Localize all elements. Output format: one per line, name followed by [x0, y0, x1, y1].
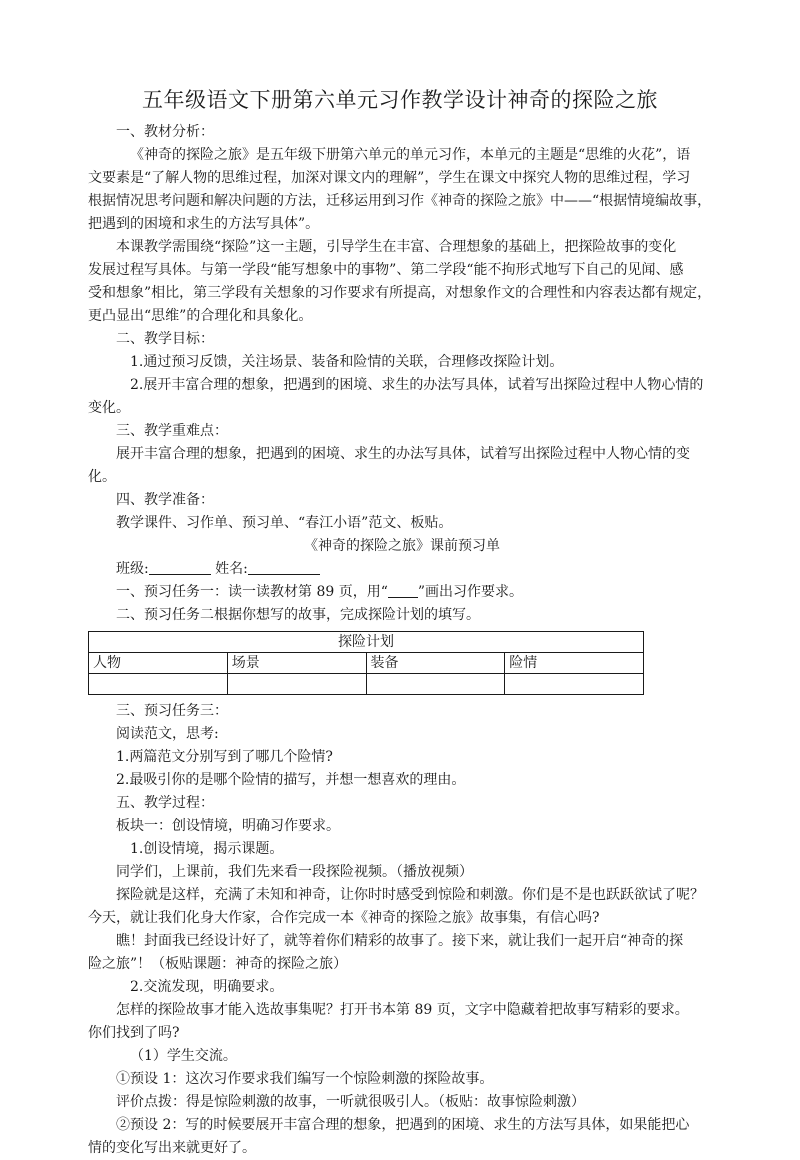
- paragraph-line: 发展过程写具体。与第一学段“能写想象中的事物”、第二学段“能不拘形式地写下自己的见闻、感: [88, 262, 684, 278]
- plan-header-equipment: 装备: [366, 653, 505, 674]
- preview-task-3: 三、预习任务三：: [116, 703, 228, 719]
- paragraph-line: 文要素是“了解人物的思维过程，加深对课文内的理解”，学生在课文中探究人物的思维过程，学习: [88, 170, 691, 186]
- plan-header-danger: 险情: [505, 653, 644, 674]
- paragraph-line: 瞧！封面我已经设计好了，就等着你们精彩的故事了。接下来，就让我们一起开启“神奇的探: [116, 933, 684, 949]
- preview-task-1: [88, 581, 716, 604]
- paragraph-line: 情的变化写出来就更好了。: [88, 1140, 256, 1156]
- question-line: 2.最吸引你的是哪个险情的描写，并想一想喜欢的理由。: [116, 772, 466, 788]
- paragraph-line: 《神奇的探险之旅》是五年级下册第六单元的单元习作，本单元的主题是“思维的火花”，语: [130, 147, 691, 163]
- paragraph-line: 今天，就让我们化身大作家，合作完成一本《神奇的探险之旅》故事集，有信心吗?: [88, 910, 600, 926]
- paragraph-line: 怎样的探险故事才能入选故事集呢？打开书本第 89 页，文字中隐藏着把故事写精彩的要求。: [116, 1002, 689, 1018]
- section-heading-teaching-process: 五、教学过程：: [116, 795, 214, 811]
- task1-text-end: ”画出习作要求。: [417, 584, 524, 600]
- paragraph-line: 同学们，上课前，我们先来看一段探险视频。（播放视频）: [116, 864, 473, 880]
- adventure-plan-table: [88, 631, 644, 695]
- paragraph-line: 2.交流发现，明确要求。: [130, 979, 284, 995]
- paragraph-line: 化。: [88, 469, 116, 485]
- paragraph-line: 你们找到了吗?: [88, 1025, 180, 1041]
- paragraph-line: ①预设 1：这次习作要求我们编写一个惊险刺激的探险故事。: [116, 1071, 494, 1087]
- task1-blank: [388, 581, 418, 598]
- class-name-fields: [88, 558, 716, 581]
- paragraph-line: 变化。: [88, 400, 130, 416]
- question-line: 1.两篇范文分别写到了哪几个险情?: [116, 749, 333, 765]
- page-title: 五年级语文下册第六单元习作教学设计神奇的探险之旅: [142, 88, 658, 112]
- paragraph-line: 2.展开丰富合理的想象，把遇到的困境、求生的办法写具体，试着写出探险过程中人物心情的: [130, 377, 704, 393]
- preview-task-2: 二、预习任务二根据你想写的故事，完成探险计划的填写。: [116, 607, 480, 623]
- name-label: 姓名:: [215, 561, 248, 577]
- worksheet-title: 《神奇的探险之旅》课前预习单: [304, 538, 500, 554]
- paragraph-line: 教学课件、习作单、预习单、“春江小语”范文、板贴。: [116, 515, 453, 531]
- plan-caption: 探险计划: [89, 632, 644, 653]
- section-heading-teaching-goals: 二、教学目标：: [116, 331, 214, 347]
- paragraph-line: 板块一：创设情境，明确习作要求。: [116, 818, 340, 834]
- paragraph-line: 1.通过预习反馈，关注场景、装备和险情的关联，合理修改探险计划。: [130, 354, 564, 370]
- paragraph-line: ②预设 2：写的时候要展开丰富合理的想象，把遇到的困境、求生的方法写具体，如果能把心: [116, 1117, 690, 1133]
- paragraph-line: 阅读范文，思考:: [116, 726, 219, 742]
- paragraph-line: 展开丰富合理的想象，把遇到的困境、求生的办法写具体，试着写出探险过程中人物心情的变: [116, 446, 690, 462]
- paragraph-line: 把遇到的困境和求生的方法写具体”。: [88, 216, 320, 232]
- paragraph-line: （1）学生交流。: [130, 1048, 237, 1064]
- document-body: [88, 121, 716, 1160]
- name-blank: [248, 558, 320, 575]
- section-heading-key-points: 三、教学重难点：: [116, 423, 228, 439]
- class-label: 班级:: [116, 561, 149, 577]
- plan-header-character: 人物: [89, 653, 228, 674]
- plan-header-scene: 场景: [227, 653, 366, 674]
- paragraph-line: 受和想象”相比，第三学段有关想象的习作要求有所提高，对想象作文的合理性和内容表达都有规定，: [88, 285, 712, 301]
- paragraph-line: 探险就是这样，充满了未知和神奇，让你时时感受到惊险和刺激。你们是不是也跃跃欲试了呢？: [116, 887, 704, 903]
- class-blank: [149, 558, 211, 575]
- task1-text-start: 一、预习任务一：读一读教材第 89 页，用“: [116, 584, 388, 600]
- plan-cell-danger: [505, 674, 644, 695]
- paragraph-line: 根据情况思考问题和解决问题的方法，迁移运用到习作《神奇的探险之旅》中——“根据情境编故事，: [88, 193, 712, 209]
- section-heading-preparation: 四、教学准备：: [116, 492, 214, 508]
- plan-cell-character: [89, 674, 228, 695]
- plan-cell-equipment: [366, 674, 505, 695]
- paragraph-line: 评价点拨：得是惊险刺激的故事，一听就很吸引人。（板贴：故事惊险刺激）: [116, 1094, 585, 1110]
- paragraph-line: 本课教学需围绕“探险”这一主题，引导学生在丰富、合理想象的基础上，把探险故事的变化: [116, 239, 677, 255]
- section-heading-textbook-analysis: 一、教材分析：: [116, 124, 214, 140]
- plan-cell-scene: [227, 674, 366, 695]
- paragraph-line: 险之旅”！（板贴课题：神奇的探险之旅）: [88, 956, 348, 972]
- paragraph-line: 1.创设情境，揭示课题。: [130, 841, 284, 857]
- paragraph-line: 更凸显出“思维”的合理化和具象化。: [88, 308, 313, 324]
